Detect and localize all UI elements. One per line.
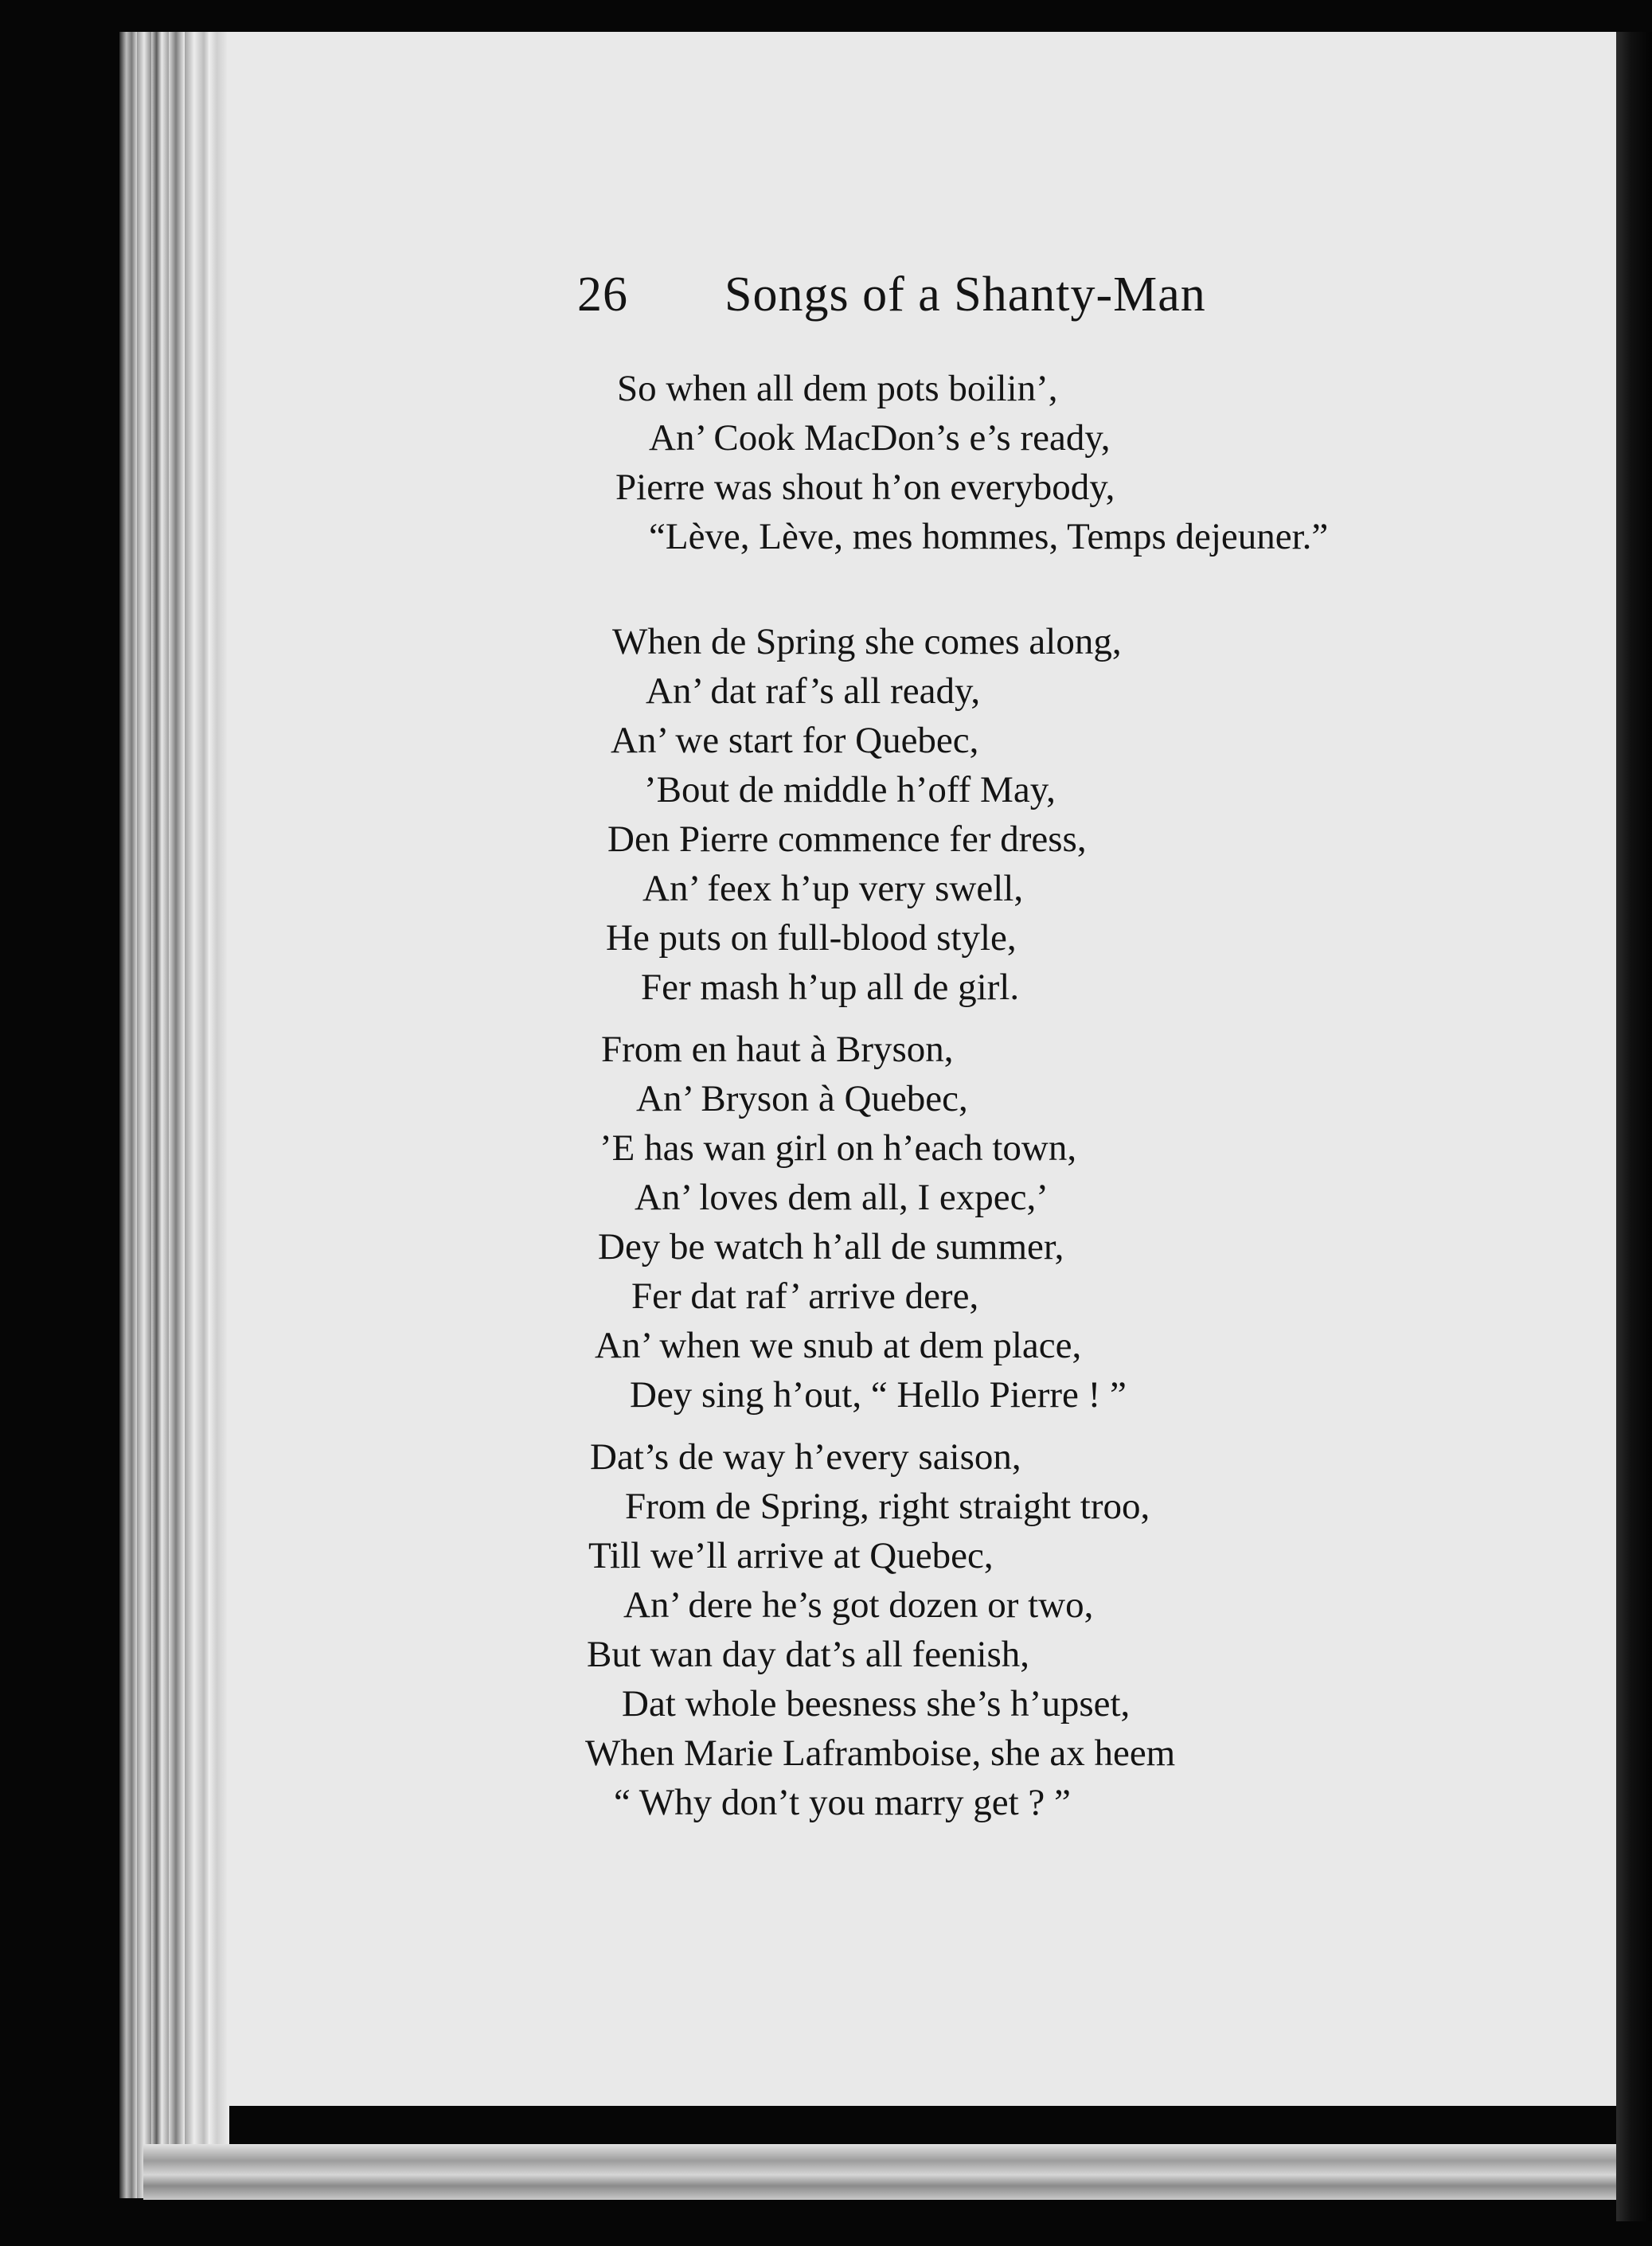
page-edges — [137, 32, 151, 2198]
poem-line: An’ dere he’s got dozen or two, — [623, 1584, 1094, 1626]
poem-line: An’ feex h’up very swell, — [642, 868, 1024, 909]
poem-line: So when all dem pots boilin’, — [617, 368, 1058, 409]
poem-line: Dey sing h’out, “ Hello Pierre ! ” — [630, 1374, 1127, 1416]
page-edges — [169, 32, 185, 2198]
poem-line: An’ Bryson à Quebec, — [636, 1078, 968, 1119]
poem-line: He puts on full-blood style, — [606, 917, 1017, 959]
running-head — [227, 267, 1616, 354]
poem-line: But wan day dat’s all feenish, — [587, 1634, 1030, 1675]
page-number: 26 — [577, 268, 628, 322]
page-sheet — [227, 32, 1616, 2106]
book-spine-shadow — [1616, 32, 1652, 2221]
poem-line: Fer dat raf’ arrive dere, — [631, 1275, 979, 1317]
poem-line: An’ we start for Quebec, — [611, 720, 979, 761]
poem-line: An’ Cook MacDon’s e’s ready, — [649, 417, 1111, 459]
poem-line: ’Bout de middle h’off May, — [644, 769, 1056, 811]
poem-line: Fer mash h’up all de girl. — [641, 967, 1020, 1008]
poem-line: Dat whole beesness she’s h’upset, — [622, 1683, 1131, 1725]
poem-line: Till we’ll arrive at Quebec, — [588, 1535, 994, 1576]
poem-line: From en haut à Bryson, — [601, 1029, 954, 1070]
poem-line: When Marie Laframboise, she ax heem — [585, 1732, 1176, 1774]
poem-line: “ Why don’t you marry get ? ” — [614, 1782, 1071, 1823]
poem-line: Dey be watch h’all de summer, — [598, 1226, 1064, 1268]
bottom-page-edges — [143, 2144, 1620, 2200]
poem-line: An’ dat raf’s all ready, — [646, 670, 981, 712]
poem-line: ’E has wan girl on h’each town, — [599, 1127, 1077, 1169]
poem-line: An’ loves dem all, I expec,’ — [635, 1177, 1049, 1218]
poem-line: From de Spring, right straight troo, — [625, 1486, 1150, 1527]
poem-line: Pierre was shout h’on everybody, — [615, 467, 1115, 508]
poem-line: An’ when we snub at dem place, — [595, 1325, 1082, 1366]
page-edges — [151, 32, 169, 2198]
poem-line: Dat’s de way h’every saison, — [590, 1436, 1021, 1478]
poem-line: “Lève, Lève, mes hommes, Temps dejeuner.” — [649, 516, 1329, 557]
poem-line: Den Pierre commence fer dress, — [607, 818, 1087, 860]
page-edges — [119, 32, 137, 2198]
page-edges — [185, 32, 209, 2198]
poem-line: When de Spring she comes along, — [612, 621, 1122, 662]
running-title: Songs of a Shanty-Man — [724, 268, 1206, 322]
